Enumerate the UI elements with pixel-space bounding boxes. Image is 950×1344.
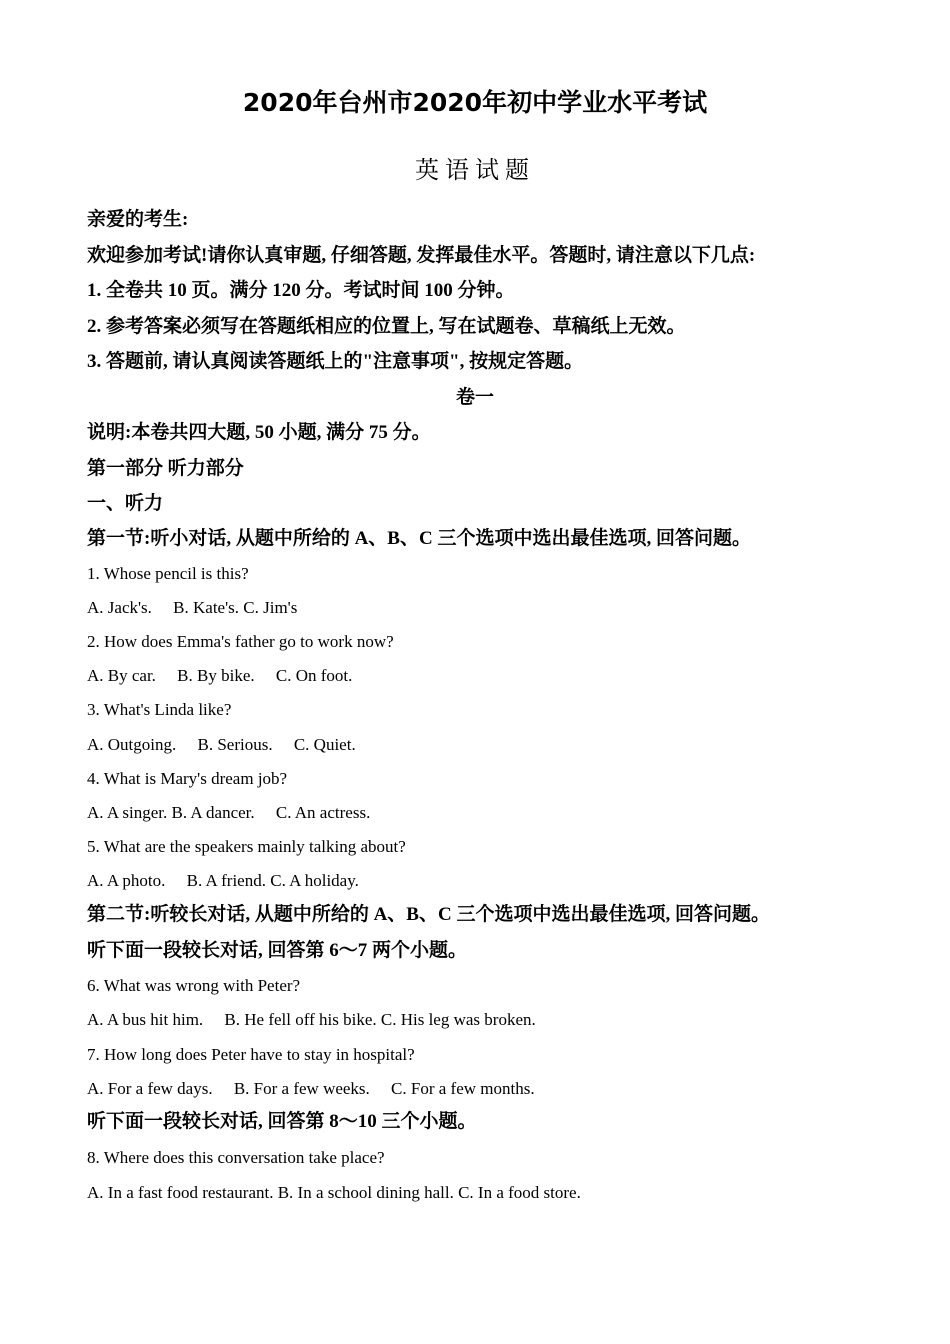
dialogue-instruction: 听下面一段较长对话, 回答第 6～7 两个小题。	[87, 940, 468, 961]
question-text: 1. Whose pencil is this?	[87, 564, 249, 583]
dialogue-instruction: 听下面一段较长对话, 回答第 8～10 三个小题。	[87, 1111, 477, 1132]
question-text: 5. What are the speakers mainly talking about?	[87, 837, 406, 856]
section2-instruction: 第二节:听较长对话, 从题中所给的 A、B、C 三个选项中选出最佳选项, 回答问题。	[87, 904, 770, 925]
section1-instruction: 第一节:听小对话, 从题中所给的 A、B、C 三个选项中选出最佳选项, 回答问题。	[87, 528, 751, 549]
question-options: A. By car. B. By bike. C. On foot.	[87, 666, 353, 685]
question-options: A. A bus hit him. B. He fell off his bike. C. His leg was broken.	[87, 1010, 536, 1029]
greeting: 亲爱的考生:	[87, 209, 189, 230]
question-text: 6. What was wrong with Peter?	[87, 976, 301, 995]
question-options: A. Outgoing. B. Serious. C. Quiet.	[87, 735, 356, 754]
exam-subtitle: 英语试题	[415, 156, 535, 184]
question-text: 3. What's Linda like?	[87, 700, 232, 719]
question-options: A. Jack's. B. Kate's. C. Jim's	[87, 598, 298, 617]
question-options: A. A singer. B. A dancer. C. An actress.	[87, 803, 371, 822]
part-title: 第一部分 听力部分	[87, 458, 244, 479]
question-text: 2. How does Emma's father go to work now?	[87, 632, 394, 651]
question-text: 7. How long does Peter have to stay in hospital?	[87, 1045, 415, 1064]
exam-title: 2020年台州市2020年初中学业水平考试	[242, 88, 708, 117]
note-3: 3. 答题前, 请认真阅读答题纸上的"注意事项", 按规定答题。	[87, 351, 584, 372]
note-2: 2. 参考答案必须写在答题纸相应的位置上, 写在试题卷、草稿纸上无效。	[87, 316, 686, 337]
question-text: 4. What is Mary's dream job?	[87, 769, 288, 788]
question-text: 8. Where does this conversation take place?	[87, 1148, 385, 1167]
welcome-text: 欢迎参加考试!请你认真审题, 仔细答题, 发挥最佳水平。答题时, 请注意以下几点:	[87, 245, 756, 266]
section-title: 一、听力	[87, 493, 164, 514]
question-options: A. In a fast food restaurant. B. In a school dining hall. C. In a food store.	[87, 1183, 581, 1202]
question-options: A. A photo. B. A friend. C. A holiday.	[87, 871, 359, 890]
volume-description: 说明:本卷共四大题, 50 小题, 满分 75 分。	[87, 422, 431, 443]
question-options: A. For a few days. B. For a few weeks. C. For a few months.	[87, 1079, 535, 1098]
note-1: 1. 全卷共 10 页。满分 120 分。考试时间 100 分钟。	[87, 280, 515, 301]
volume-label: 卷一	[455, 387, 494, 408]
